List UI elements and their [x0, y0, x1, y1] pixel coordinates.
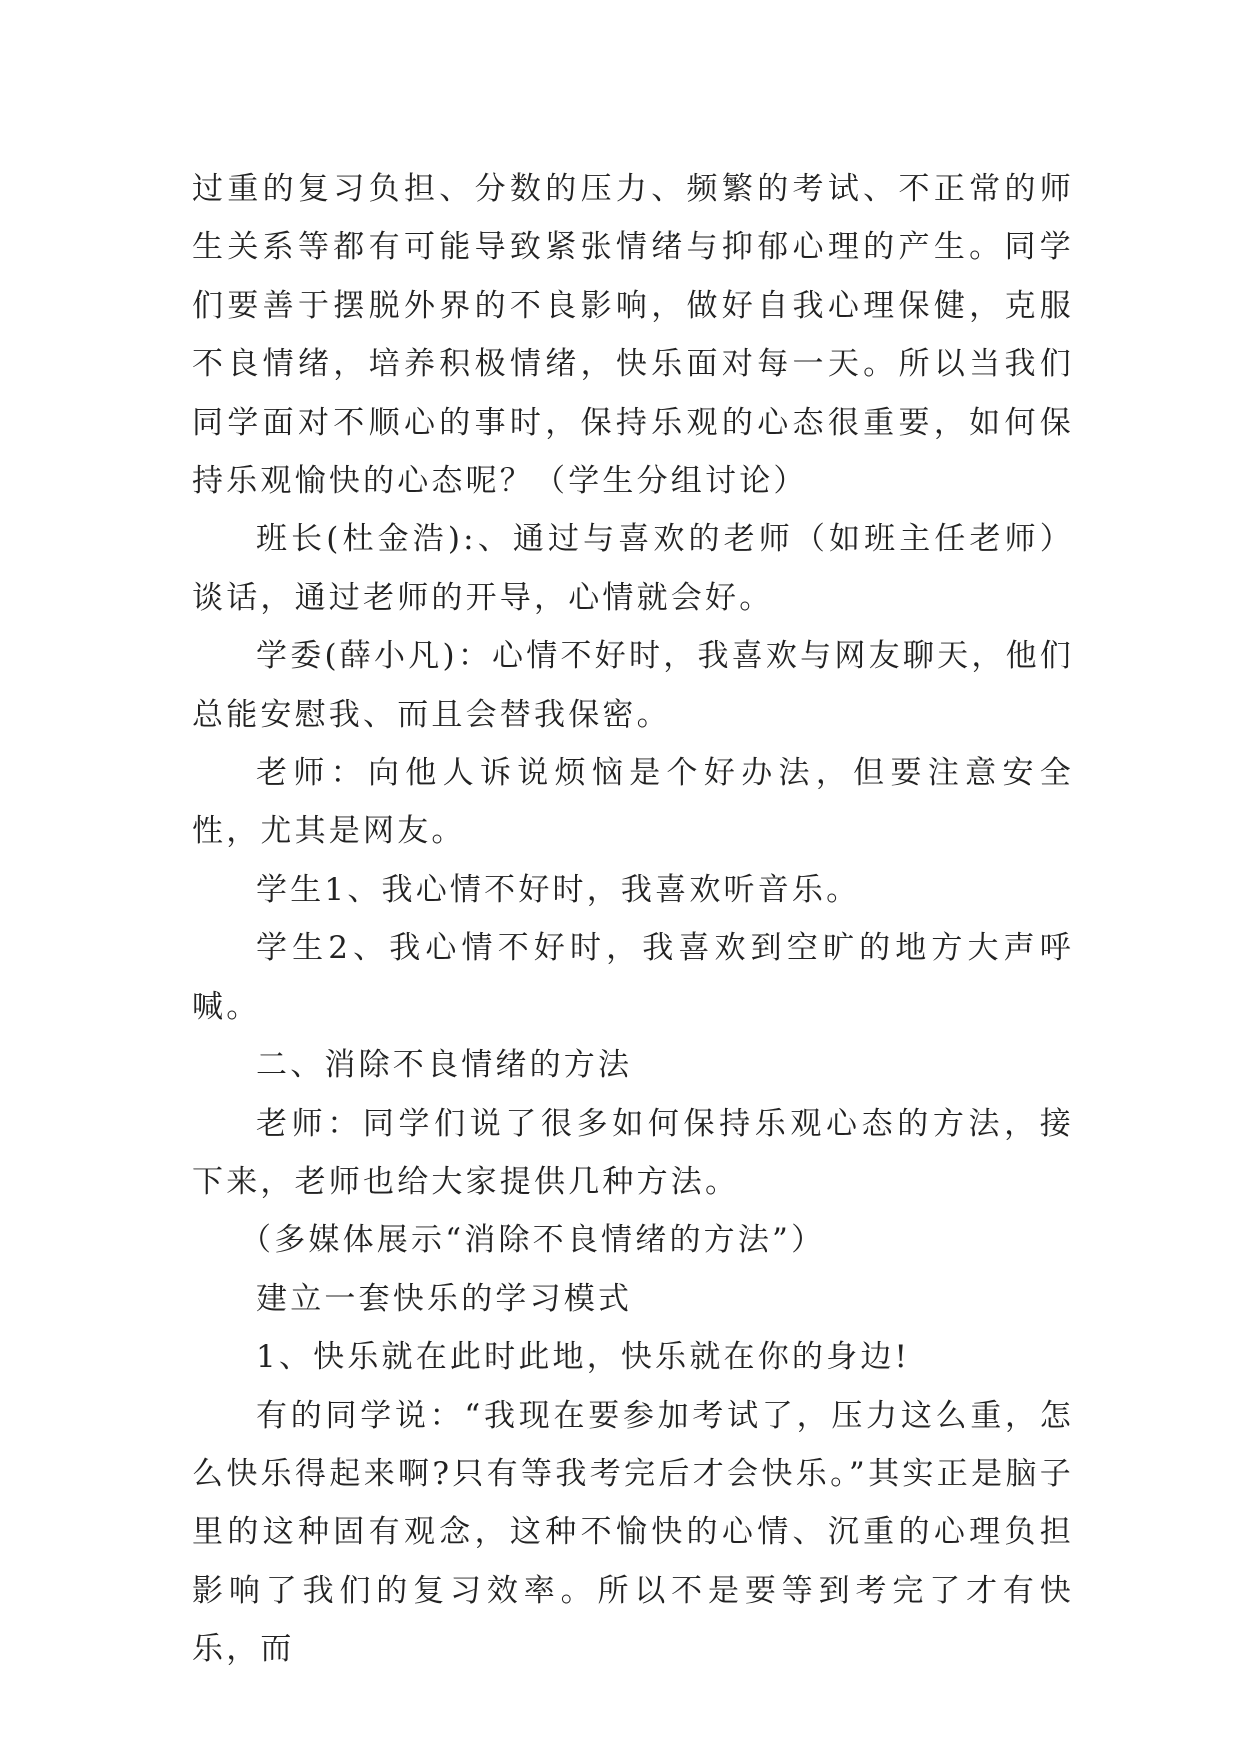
paragraph-multimedia-note: （多媒体展示“消除不良情绪的方法”）	[240, 1222, 826, 1259]
paragraph-teacher-methods: 老师：同学们说了很多如何保持乐观心态的方法，接下来，老师也给大家提供几种方法。	[192, 1105, 1074, 1200]
paragraph-learning-mode: 建立一套快乐的学习模式	[256, 1280, 633, 1317]
section-heading: 二、消除不良情绪的方法	[256, 1047, 633, 1084]
paragraph-teacher-reply: 老师：向他人诉说烦恼是个好办法，但要注意安全性，尤其是网友。	[192, 755, 1074, 850]
document-body	[192, 160, 1074, 1679]
paragraph-monitor: 班长(杜金浩):、通过与喜欢的老师（如班主任老师）谈话，通过老师的开导，心情就会好。	[192, 521, 1074, 616]
paragraph-intro: 过重的复习负担、分数的压力、频繁的考试、不正常的师生关系等都有可能导致紧张情绪与抑郁心理的产生。同学们要善于摆脱外界的不良影响，做好自我心理保健，克服不良情绪，培养积极情绪，快乐面对每一天。所以当我们同学面对不顺心的事时，保持乐观的心态很重要，如何保持乐观愉快的心态呢？（学生分组讨论）	[192, 171, 1074, 500]
paragraph-study-rep: 学委(薛小凡)：心情不好时，我喜欢与网友聊天，他们总能安慰我、而且会替我保密。	[192, 638, 1074, 733]
paragraph-point-1: 1、快乐就在此时此地，快乐就在你的身边!	[256, 1339, 911, 1376]
paragraph-explanation: 有的同学说：“我现在要参加考试了，压力这么重，怎么快乐得起来啊?只有等我考完后才会快乐。”其实正是脑子里的这种固有观念，这种不愉快的心情、沉重的心理负担影响了我们的复习效率。所以不是要等到考完了才有快乐，而	[192, 1397, 1074, 1668]
paragraph-student-1: 学生1、我心情不好时，我喜欢听音乐。	[256, 871, 861, 908]
paragraph-student-2: 学生2、我心情不好时，我喜欢到空旷的地方大声呼喊。	[192, 930, 1074, 1025]
